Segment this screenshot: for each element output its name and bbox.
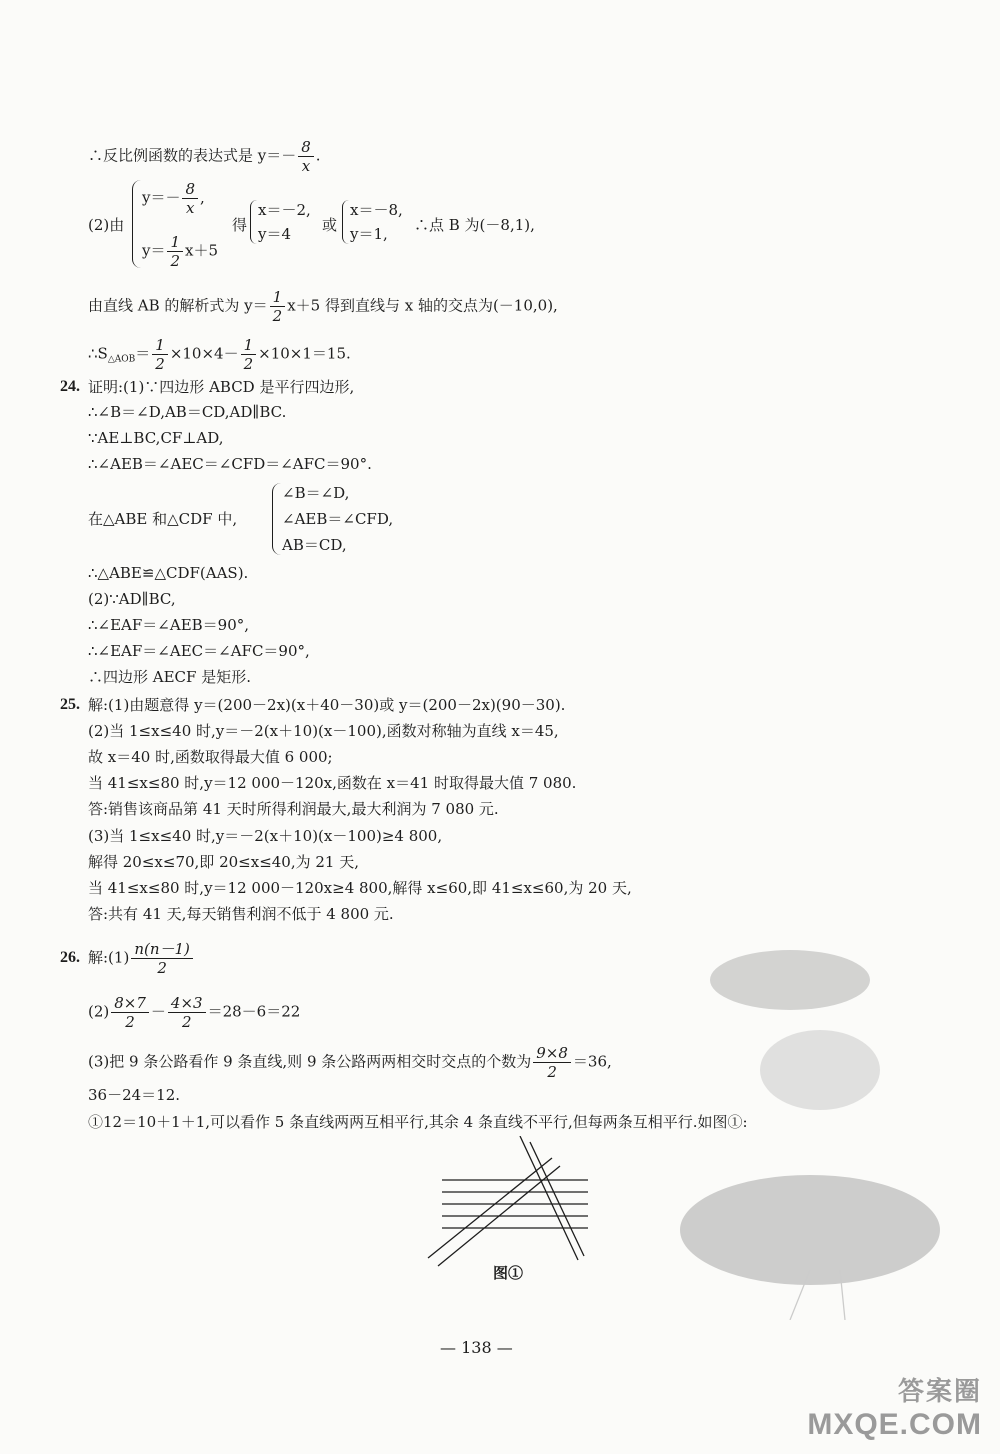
- p24-line-9: ∴∠EAF＝∠AEC＝∠AFC＝90°,: [88, 642, 310, 660]
- crossing-line-1: [428, 1158, 552, 1258]
- crossing-line-3: [520, 1136, 578, 1260]
- p24-line-7: (2)∵AD∥BC,: [88, 590, 176, 608]
- l2-de: 得: [232, 216, 248, 234]
- p26-line-4: 36－24＝12.: [88, 1086, 181, 1104]
- p26-line-3: (3)把 9 条公路看作 9 条直线,则 9 条公路两两相交时交点的个数为 $\frac{9\times 8}{2}$ ＝36,: [88, 1044, 612, 1081]
- l2-pre: (2)由: [88, 216, 125, 234]
- watermark-logo: 答案圈 MXQE.COM: [807, 1376, 982, 1441]
- l2-or: 或: [322, 216, 338, 234]
- crossing-line-4: [530, 1142, 584, 1256]
- p25-line-6: (3)当 1≤x≤40 时,y＝－2(x＋10)(x－100)≥4 800,: [88, 827, 443, 845]
- p24-cond-c: AB＝CD,: [282, 536, 347, 554]
- p26-line-2: (2) $\frac{8\times 7}{2}$ － $\frac{4\times 3}{2}$ ＝28－6＝22: [88, 994, 301, 1031]
- p24-line-3: ∵AE⊥BC,CF⊥AD,: [88, 429, 224, 447]
- inverse-function-conclusion: ∴反比例函数的表达式是 y＝－ $\frac{8}{x}$ .: [88, 138, 321, 175]
- fraction: [298, 138, 314, 175]
- p24-cond-a: ∠B＝∠D,: [282, 484, 350, 502]
- p25-line-3: 故 x＝40 时,函数取得最大值 6 000;: [88, 748, 333, 766]
- p25-line-1: 解:(1)由题意得 y＝(200－2x)(x＋40－30)或 y＝(200－2x)(90－30).: [88, 696, 566, 714]
- p26-line-1: 解:(1) $\frac{n(n-1)}{2}$: [88, 940, 195, 977]
- p25-line-4: 当 41≤x≤80 时,y＝12 000－120x,函数在 x＝41 时取得最大值 7 080.: [88, 774, 577, 792]
- brace-4: [272, 483, 281, 555]
- sys3-b: y＝1,: [350, 225, 388, 243]
- l1-text: ∴反比例函数的表达式是 y＝－: [88, 146, 297, 165]
- p25-line-5: 答:销售该商品第 41 天时所得利润最大,最大利润为 7 080 元.: [88, 800, 499, 818]
- problem-25-number: 25.: [60, 696, 80, 713]
- p25-line-2: (2)当 1≤x≤40 时,y＝－2(x＋10)(x－100),函数对称轴为直线 x＝45,: [88, 722, 559, 740]
- problem-24-number: 24.: [60, 378, 80, 395]
- figure-1-caption: 图①: [493, 1265, 524, 1282]
- sys3-a: x＝－8,: [350, 201, 403, 219]
- p24-cond-b: ∠AEB＝∠CFD,: [282, 510, 394, 528]
- brace-1: [132, 180, 141, 268]
- figure-1-lines: [420, 1136, 600, 1268]
- sys2-a: x＝－2,: [258, 201, 311, 219]
- p26-line-5: ①12＝10＋1＋1,可以看作 5 条直线两两互相平行,其余 4 条直线不平行,但每两条互相平行.如图①:: [88, 1113, 748, 1131]
- p24-line-4: ∴∠AEB＝∠AEC＝∠CFD＝∠AFC＝90°.: [88, 455, 372, 473]
- p24-line-2: ∴∠B＝∠D,AB＝CD,AD∥BC.: [88, 403, 287, 421]
- p25-line-9: 答:共有 41 天,每天销售利润不低于 4 800 元.: [88, 905, 394, 923]
- problem-26-number: 26.: [60, 949, 80, 966]
- sys2-b: y＝4: [258, 225, 292, 243]
- p24-line-10: ∴四边形 AECF 是矩形.: [88, 668, 251, 686]
- sys1-a: y＝－ $\frac{8}{x}$ ,: [142, 180, 205, 217]
- background-sketch: [670, 940, 970, 1320]
- p24-line-6: ∴△ABE≌△CDF(AAS).: [88, 564, 249, 582]
- p24-line-1: 证明:(1)∵四边形 ABCD 是平行四边形,: [88, 378, 355, 396]
- line-ab-intercept: 由直线 AB 的解析式为 y＝ $\frac{1}{2}$ x＋5 得到直线与 x 轴的交点为(－10,0),: [88, 288, 558, 325]
- p24-line-8: ∴∠EAF＝∠AEB＝90°,: [88, 616, 250, 634]
- brace-2: [250, 200, 257, 244]
- p25-line-7: 解得 20≤x≤70,即 20≤x≤40,为 21 天,: [88, 853, 360, 871]
- brace-3: [342, 200, 349, 244]
- sys1-b: y＝ $\frac{1}{2}$ x＋5: [142, 233, 219, 270]
- numerator: 8: [298, 138, 314, 157]
- p25-line-8: 当 41≤x≤80 时,y＝12 000－120x≥4 800,解得 x≤60,即 41≤x≤60,为 20 天,: [88, 879, 632, 897]
- p24-line-5-pre: 在△ABE 和△CDF 中,: [88, 510, 238, 528]
- l2-tail: ∴点 B 为(－8,1),: [414, 216, 535, 234]
- page-number: — 138 —: [440, 1338, 513, 1357]
- area-aob: $\therefore S_{\triangle AOB}=$ $\frac{1}{2}$ ×10×4－ $\frac{1}{2}$ ×10×1＝15.: [88, 336, 351, 373]
- denominator: x: [301, 157, 311, 175]
